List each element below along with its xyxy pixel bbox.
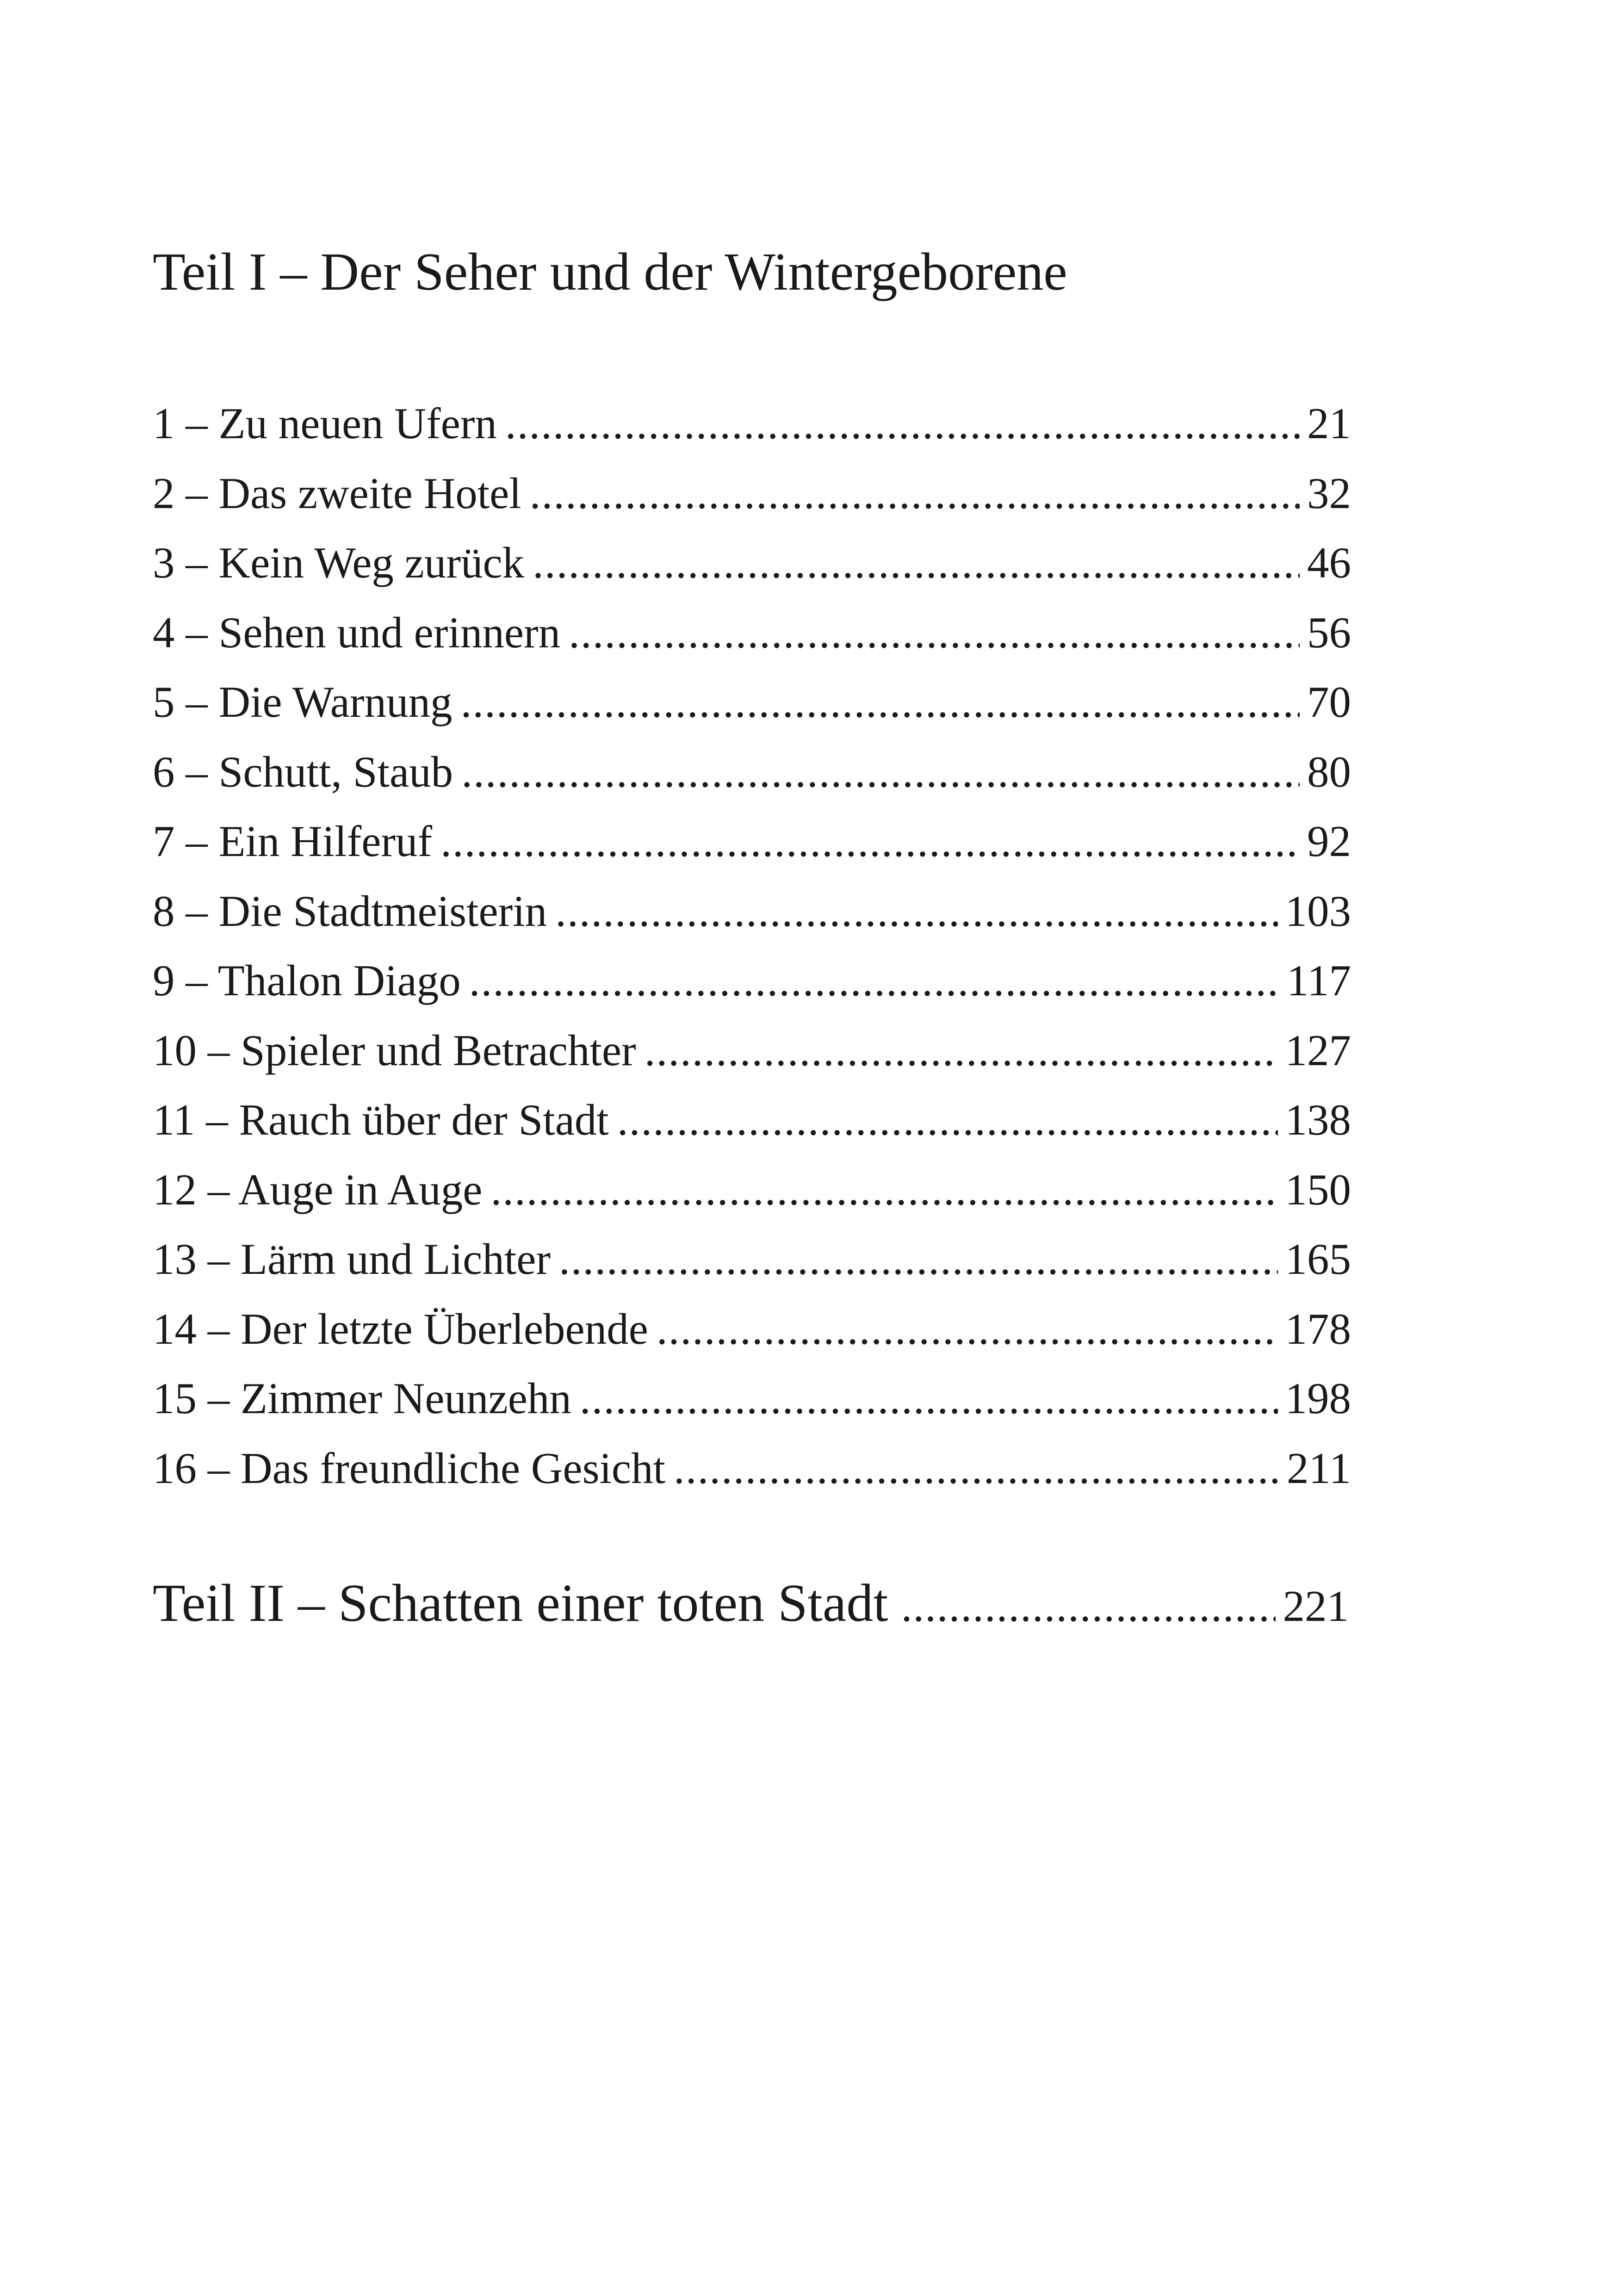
dot-leader: [555, 876, 1277, 946]
chapter-title: 3 – Kein Weg zurück: [153, 538, 525, 587]
part-2-page-number: 221: [1283, 1582, 1349, 1631]
chapter-title: 9 – Thalon Diago: [153, 956, 461, 1005]
chapter-entry-5: [153, 667, 1351, 737]
chapter-title: 8 – Die Stadtmeisterin: [153, 886, 547, 936]
chapter-page-number: 138: [1285, 1095, 1351, 1144]
dot-leader: [490, 1155, 1277, 1224]
chapter-entry-15: [153, 1364, 1351, 1433]
part-2-entry: [153, 1569, 1349, 1641]
dot-leader: [469, 946, 1279, 1015]
dot-leader: [461, 737, 1300, 807]
chapter-title: 12 – Auge in Auge: [153, 1165, 483, 1214]
chapter-page-number: 117: [1287, 956, 1351, 1005]
chapter-page-number: 198: [1285, 1374, 1351, 1423]
dot-leader: [533, 528, 1300, 597]
chapter-page-number: 178: [1285, 1304, 1351, 1353]
chapter-entry-14: [153, 1294, 1351, 1364]
chapter-page-number: 103: [1285, 886, 1351, 936]
dot-leader: [569, 598, 1300, 667]
dot-leader: [645, 1016, 1278, 1085]
dot-leader: [617, 1085, 1278, 1154]
chapter-page-number: 127: [1285, 1025, 1351, 1075]
chapter-entry-4: [153, 598, 1351, 668]
dot-leader: [901, 1571, 1276, 1641]
chapter-entry-2: [153, 459, 1351, 528]
chapter-title: 7 – Ein Hilferuf: [153, 817, 433, 866]
chapter-entry-12: [153, 1155, 1351, 1225]
chapter-page-number: 150: [1285, 1165, 1351, 1214]
chapter-title: 1 – Zu neuen Ufern: [153, 399, 497, 448]
chapter-title: 14 – Der letzte Überlebende: [153, 1304, 648, 1353]
chapter-title: 10 – Spieler und Betrachter: [153, 1025, 636, 1075]
chapter-title: 13 – Lärm und Lichter: [153, 1235, 551, 1284]
chapter-entry-8: [153, 876, 1351, 946]
chapter-page-number: 92: [1307, 817, 1351, 866]
chapter-page-number: 80: [1307, 747, 1351, 796]
dot-leader: [657, 1294, 1278, 1364]
chapter-page-number: 46: [1307, 538, 1351, 587]
chapter-entry-16: [153, 1433, 1351, 1503]
chapter-page-number: 211: [1287, 1443, 1351, 1493]
chapter-title: 2 – Das zweite Hotel: [153, 468, 521, 518]
chapter-entry-7: [153, 807, 1351, 876]
dot-leader: [505, 389, 1300, 458]
chapter-title: 4 – Sehen und erinnern: [153, 608, 561, 657]
chapter-entry-1: [153, 389, 1351, 459]
chapter-entry-10: [153, 1016, 1351, 1086]
chapter-entry-11: [153, 1085, 1351, 1155]
chapter-title: 11 – Rauch über der Stadt: [153, 1095, 609, 1144]
dot-leader: [559, 1224, 1277, 1294]
chapter-title: 16 – Das freundliche Gesicht: [153, 1443, 665, 1493]
dot-leader: [461, 667, 1300, 737]
dot-leader: [440, 807, 1300, 876]
chapter-entry-9: [153, 946, 1351, 1016]
chapter-entry-3: [153, 528, 1351, 598]
chapter-entry-13: [153, 1224, 1351, 1294]
part-2-heading: Teil II – Schatten einer toten Stadt: [153, 1574, 888, 1633]
chapter-page-number: 56: [1307, 608, 1351, 657]
chapter-page-number: 165: [1285, 1235, 1351, 1284]
part-1-heading: Teil I – Der Seher und der Wintergeborene: [153, 242, 1067, 302]
chapter-page-number: 32: [1307, 468, 1351, 518]
chapter-page-number: 70: [1307, 677, 1351, 726]
chapter-page-number: 21: [1307, 399, 1351, 448]
chapter-entry-6: [153, 737, 1351, 807]
chapter-list: [153, 389, 1351, 1503]
dot-leader: [674, 1433, 1279, 1503]
chapter-title: 15 – Zimmer Neunzehn: [153, 1374, 571, 1423]
dot-leader: [530, 459, 1300, 528]
dot-leader: [580, 1364, 1278, 1433]
chapter-title: 5 – Die Warnung: [153, 677, 453, 726]
chapter-title: 6 – Schutt, Staub: [153, 747, 453, 796]
